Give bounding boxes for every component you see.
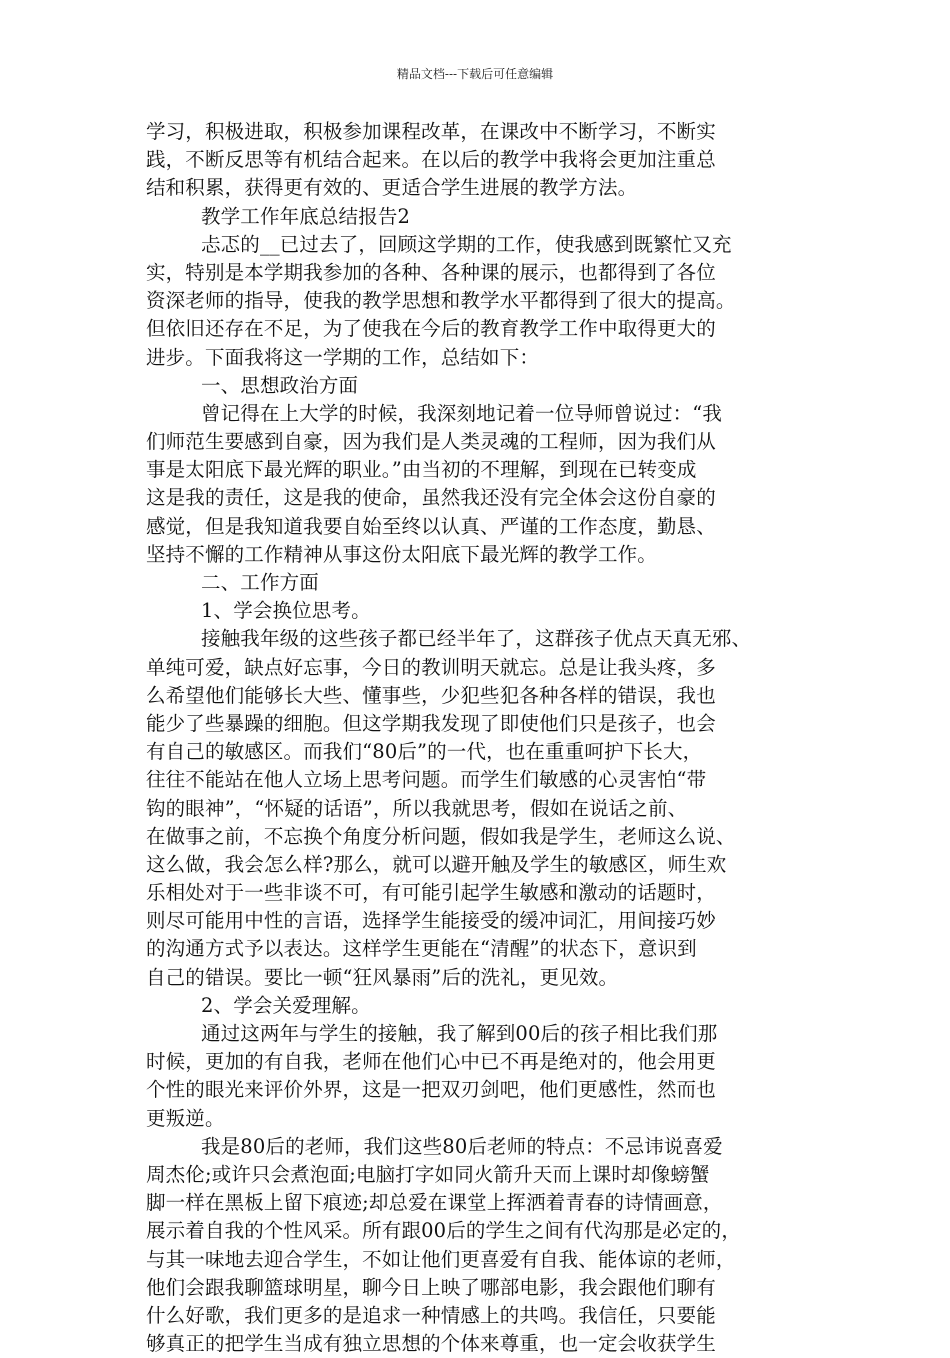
- text-line: 脚一样在黑板上留下痕迹;却总爱在课堂上挥洒着青春的诗情画意，: [146, 1191, 723, 1215]
- text-line: 钩的眼神”，“怀疑的话语”，所以我就思考，假如在说话之前、: [146, 796, 688, 820]
- text-line: 但依旧还存在不足，为了使我在今后的教育教学工作中取得更大的: [146, 317, 716, 341]
- text-line: 更叛逆。: [146, 1106, 225, 1130]
- text-line: 实，特别是本学期我参加的各种、各种课的展示，也都得到了各位: [146, 260, 716, 284]
- text-line: 教学工作年底总结报告2: [201, 204, 411, 228]
- text-line: 够真正的把学生当成有独立思想的个体来尊重，也一定会收获学生: [146, 1332, 716, 1356]
- text-line: 时候，更加的有自我，老师在他们心中已不再是绝对的，他会用更: [146, 1050, 716, 1074]
- text-line: 往往不能站在他人立场上思考问题。而学生们敏感的心灵害怕“带: [146, 768, 707, 792]
- text-line: 1、学会换位思考。: [201, 599, 371, 623]
- text-line: 在做事之前，不忘换个角度分析问题，假如我是学生，老师这么说、: [146, 824, 736, 848]
- text-line: 通过这两年与学生的接触，我了解到00后的孩子相比我们那: [201, 1022, 718, 1045]
- text-line: 展示着自我的个性风采。所有跟00后的学生之间有代沟那是必定的，: [146, 1219, 741, 1243]
- document-body: [146, 118, 806, 1358]
- text-line: 事是太阳底下最光辉的职业。”由当初的不理解，到现在已转变成: [146, 458, 697, 482]
- text-line: 单纯可爱，缺点好忘事，今日的教训明天就忘。总是让我头疼，多: [146, 655, 716, 679]
- text-line: 乐相处对于一些非谈不可，有可能引起学生敏感和激动的话题时，: [146, 881, 716, 905]
- text-line: 自己的错误。要比一顿“狂风暴雨”后的洗礼，更见效。: [146, 965, 619, 989]
- text-line: 学习，积极进取，积极参加课程改革，在课改中不断学习，不断实: [146, 120, 716, 143]
- text-line: 结和积累，获得更有效的、更适合学生进展的教学方法。: [146, 176, 638, 200]
- text-line: 2、学会关爱理解。: [201, 993, 371, 1017]
- text-line: 们师范生要感到自豪，因为我们是人类灵魂的工程师，因为我们从: [146, 430, 716, 454]
- text-line: 这是我的责任，这是我的使命，虽然我还没有完全体会这份自豪的: [146, 486, 716, 510]
- text-line: 有自己的敏感区。而我们“80后”的一代，也在重重呵护下长大，: [146, 740, 703, 764]
- text-line: 感觉，但是我知道我要自始至终以认真、严谨的工作态度，勤恳、: [146, 514, 716, 538]
- text-line: 二、工作方面: [201, 571, 319, 594]
- text-line: 能少了些暴躁的细胞。但这学期我发现了即使他们只是孩子，也会: [146, 711, 716, 735]
- text-line: 则尽可能用中性的言语，选择学生能接受的缓冲词汇，用间接巧妙: [146, 909, 716, 933]
- text-line: 么希望他们能够长大些、懂事些，少犯些犯各种各样的错误，我也: [146, 683, 716, 707]
- text-line: 我是80后的老师，我们这些80后老师的特点：不忌讳说喜爱: [201, 1134, 723, 1158]
- text-line: 进步。下面我将这一学期的工作，总结如下：: [146, 345, 540, 369]
- text-line: 坚持不懈的工作精神从事这份太阳底下最光辉的教学工作。: [146, 542, 657, 566]
- text-line: 的沟通方式予以表达。这样学生更能在“清醒”的状态下，意识到: [146, 937, 697, 961]
- text-line: 什么好歌，我们更多的是追求一种情感上的共鸣。我信任，只要能: [146, 1303, 716, 1327]
- text-line: 资深老师的指导，使我的教学思想和教学水平都得到了很大的提高。: [146, 289, 736, 313]
- text-line: 个性的眼光来评价外界，这是一把双刃剑吧，他们更感性，然而也: [146, 1078, 716, 1102]
- text-line: 忐忑的__已过去了，回顾这学期的工作，使我感到既繁忙又充: [201, 232, 732, 256]
- text-line: 接触我年级的这些孩子都已经半年了，这群孩子优点天真无邪、: [201, 627, 752, 651]
- text-line: 周杰伦;或许只会煮泡面;电脑打字如同火箭升天而上课时却像螃蟹: [146, 1162, 710, 1186]
- page-header: 精品文档---下载后可任意编辑: [396, 67, 554, 81]
- text-line: 他们会跟我聊篮球明星，聊今日上映了哪部电影，我会跟他们聊有: [146, 1275, 716, 1299]
- text-line: 一、思想政治方面: [201, 373, 359, 397]
- text-line: 曾记得在上大学的时候，我深刻地记着一位导师曾说过：“我: [201, 401, 723, 425]
- text-line: 这么做，我会怎么样?那么，就可以避开触及学生的敏感区，师生欢: [146, 852, 727, 876]
- text-line: 践，不断反思等有机结合起来。在以后的教学中我将会更加注重总: [146, 148, 716, 172]
- text-line: 与其一味地去迎合学生，不如让他们更喜爱有自我、能体谅的老师，: [146, 1247, 736, 1271]
